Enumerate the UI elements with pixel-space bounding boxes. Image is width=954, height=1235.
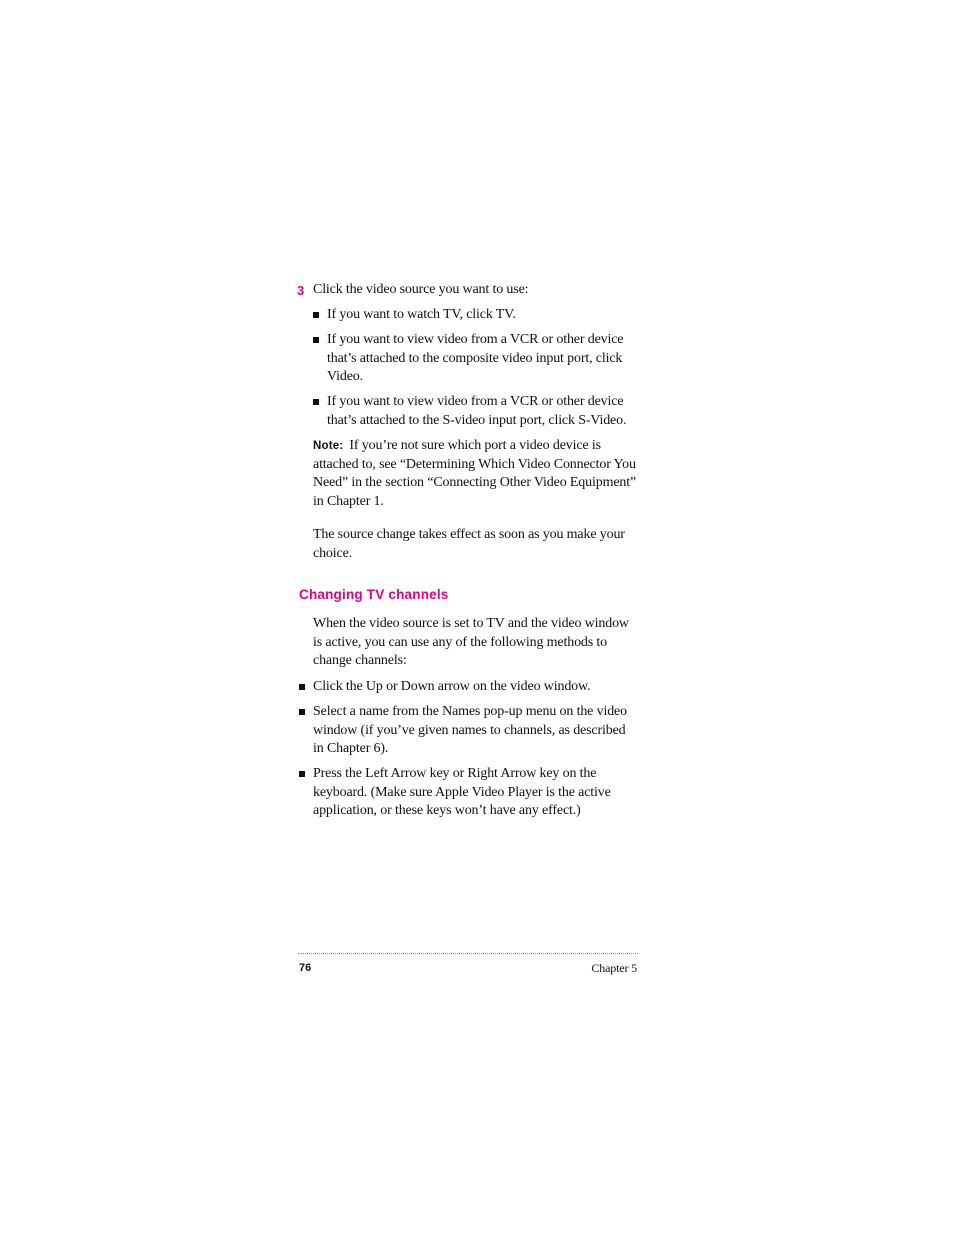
note-text: If you’re not sure which port a video device is attached to, see “Determining Which Video Connector You Need” in the section “Connecting Other Video Equipment” in Chapter 1. xyxy=(313,438,637,509)
section-heading: Changing TV channels xyxy=(299,587,449,602)
list-item-text: Press the Left Arrow key or Right Arrow key on the keyboard. (Make sure Apple Video Player is the active application, or these keys won’t have any effect.) xyxy=(313,766,611,819)
note xyxy=(313,437,638,511)
square-bullet-icon xyxy=(299,684,305,690)
step-number: 3 xyxy=(297,283,305,298)
square-bullet-icon xyxy=(313,399,319,405)
note-label: Note: xyxy=(313,440,344,452)
list-item-text: Click the Up or Down arrow on the video window. xyxy=(313,679,591,694)
square-bullet-icon xyxy=(313,312,319,318)
list-item-text: If you want to view video from a VCR or other device that’s attached to the S-video input port, click S-Video. xyxy=(327,394,627,428)
list-item-text: Select a name from the Names pop-up menu on the video window (if you’ve given names to channels, as described in Chapter 6). xyxy=(313,704,627,757)
footer-divider xyxy=(298,953,638,954)
square-bullet-icon xyxy=(313,337,319,343)
square-bullet-icon xyxy=(299,709,305,715)
chapter-label: Chapter 5 xyxy=(591,961,637,975)
step-text: Click the video source you want to use: xyxy=(313,282,529,297)
list-item-text: If you want to view video from a VCR or other device that’s attached to the composite video input port, click Video. xyxy=(327,332,624,385)
list-item-text: If you want to watch TV, click TV. xyxy=(327,307,516,322)
page-number: 76 xyxy=(299,962,312,974)
square-bullet-icon xyxy=(299,771,305,777)
section-intro: When the video source is set to TV and the video window is active, you can use any of the following methods to change channels: xyxy=(313,616,629,669)
source-change-paragraph: The source change takes effect as soon as you make your choice. xyxy=(313,527,625,561)
